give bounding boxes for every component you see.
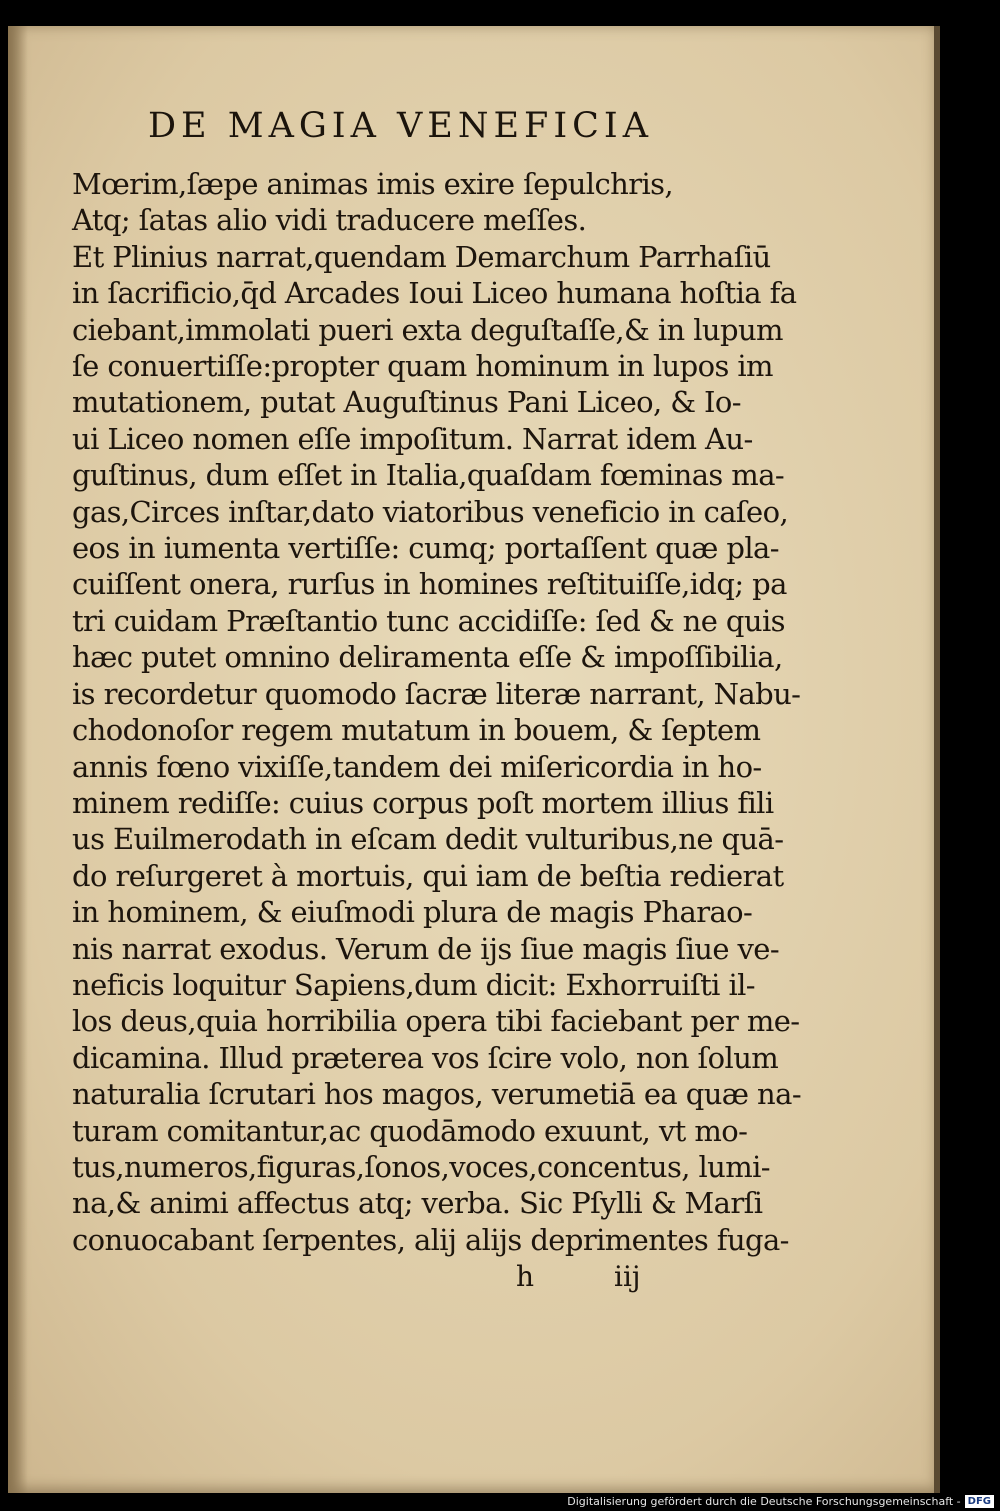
text-line: hæc putet omnino deliramenta eſſe & impoſſibilia, [72,640,783,675]
text-line: is recordetur quomodo ſacræ literæ narrant, Nabu- [72,676,801,711]
text-line: ciebant,immolati pueri exta deguſtaſſe,& in lupum [72,312,783,347]
text-line: tus,numeros,figuras,ſonos,voces,concentus, lumi- [72,1149,770,1184]
text-line: guſtinus, dum eſſet in Italia,quaſdam fœminas ma- [72,458,785,493]
text-line: gas,Circes inſtar,dato viatoribus veneficio in caſeo, [72,494,789,529]
text-line: Mœrim,ſæpe animas imis exire ſepulchris, [72,167,674,201]
signature-number: iij [614,1260,641,1293]
text-line: na,& animi affectus atq; verba. Sic Pſylli & Marſi [72,1186,763,1221]
text-line: mutationem, putat Auguſtinus Pani Liceo, & Io- [72,385,741,420]
text-line: Atq; ſatas alio vidi traducere meſſes. [72,203,587,238]
page-gutter-shadow [8,26,28,1493]
digitization-credit [567,1495,994,1508]
dfg-logo: DFG [965,1495,994,1508]
text-line: conuocabant ſerpentes, alij alijs deprimentes fuga- [72,1222,789,1257]
book-page [8,26,940,1493]
text-line: in ſacrificio,q̄d Arcades Ioui Liceo humana hoſtia fa [72,276,797,311]
credit-text: Digitalisierung gefördert durch die Deutsche Forschungsgemeinschaft - [567,1495,961,1508]
text-line: eos in iumenta vertiſſe: cumq; portaſſent quæ pla- [72,531,779,566]
page-header: DE MAGIA VENEFICIA [148,106,654,146]
text-line: turam comitantur,ac quodāmodo exuunt, vt mo- [72,1113,748,1148]
text-line: dicamina. Illud præterea vos ſcire volo, non ſolum [72,1040,779,1075]
text-line: minem rediſſe: cuius corpus poſt mortem illius fili [72,785,774,820]
text-line: neficis loquitur Sapiens,dum dicit: Exhorruiſti il- [72,967,755,1002]
text-line: cuiſſent onera, rurſus in homines reſtituiſſe,idq; pa [72,567,787,602]
text-line: naturalia ſcrutari hos magos, verumetiā ea quæ na- [72,1077,802,1112]
body-text [72,166,802,1258]
text-line: do reſurgeret à mortuis, qui iam de beſtia redierat [72,858,784,893]
text-line: us Euilmerodath in eſcam dedit vulturibus,ne quā- [72,822,784,857]
text-line: ſe conuertiſſe:propter quam hominum in lupos im [72,349,773,384]
text-line: Et Plinius narrat,quendam Demarchum Parrhaſiū [72,239,771,274]
text-line: chodonoſor regem mutatum in bouem, & ſeptem [72,713,761,748]
text-line: ui Liceo nomen eſſe impoſitum. Narrat idem Au- [72,421,753,456]
text-line: los deus,quia horribilia opera tibi faciebant per me- [72,1004,800,1039]
signature-mark: h [516,1260,535,1293]
text-line: in hominem, & eiuſmodi plura de magis Pharao- [72,895,753,930]
text-line: tri cuidam Præſtantio tunc accidiſſe: ſed & ne quis [72,603,785,638]
text-line: nis narrat exodus. Verum de ijs ſiue magis ſiue ve- [72,931,780,966]
text-line: annis fœno vixiſſe,tandem dei miſericordia in ho- [72,749,762,784]
